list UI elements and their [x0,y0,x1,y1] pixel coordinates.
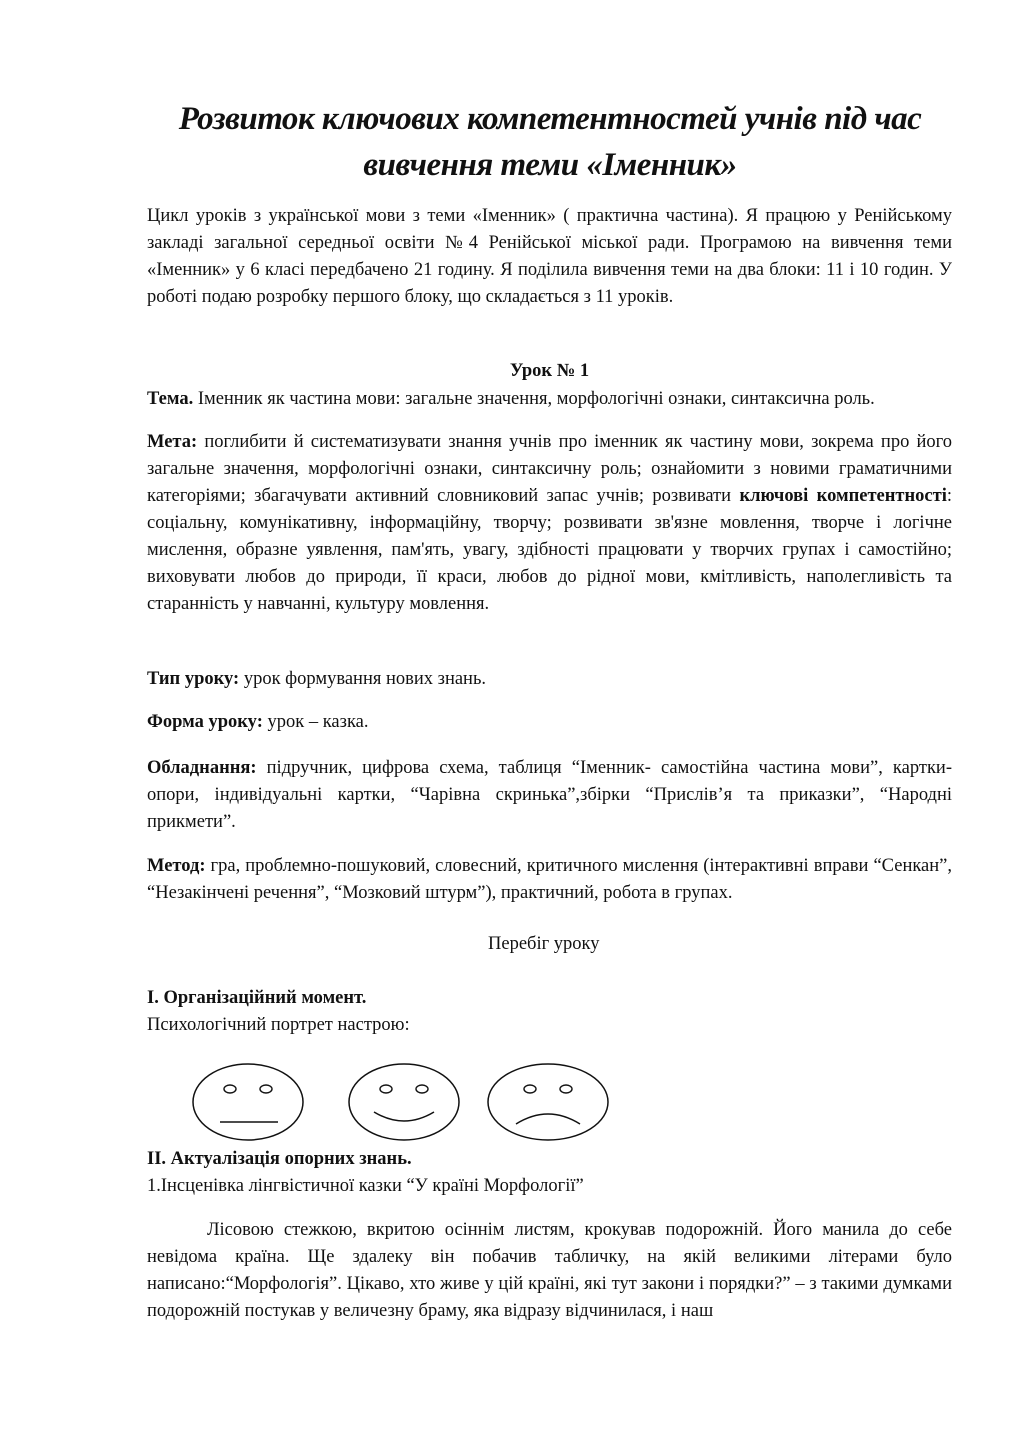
course-heading: Перебіг уроку [488,934,600,954]
lesson-form-text: урок – казка. [267,712,369,732]
goal-key-competences: ключові компетентності [739,486,947,506]
goal-label: Мета: [147,432,198,452]
mood-faces-svg [190,1062,620,1142]
lesson-form-label: Форма уроку: [147,712,263,732]
equipment-text: підручник, цифрова схема, таблиця “Іменник- самостійна частина мови”, картки-опори, індивідуальні картки, “Чарівна скринька”,збірки “Прислів’я та приказки”, “Народні прикмети”. [147,758,952,832]
lesson-type-label: Тип уроку: [147,669,240,689]
goal-paragraph [147,429,952,618]
topic-label: Тема. [147,389,194,409]
sad-face-icon [488,1064,608,1140]
method-text: гра, проблемно-пошуковий, словесний, критичного мислення (інтерактивні вправи “Сенкан”, “Незакінчені речення”, “Мозковий штурм”), практичний, робота в групах. [147,856,953,903]
happy-face-icon [349,1064,459,1140]
section-2-title: ІІ. Актуалізація опорних знань. [147,1149,412,1169]
topic-text: Іменник як частина мови: загальне значення, морфологічні ознаки, синтаксична роль. [197,389,875,409]
document-title [120,96,980,188]
title-line-2: вивчення теми «Іменник» [363,147,737,183]
equipment-paragraph [147,755,952,836]
story-paragraph: Лісовою стежкою, вкритою осіннім листям, крокував подорожній. Його манила до себе невідома країна. Ще здалеку він побачив табличку, на якій великими літерами було написано:“Морфологія”. Цікаво, хто живе у цій країні, які тут закони і порядки?” – з такими думками подорожній постукав у величезну браму, яка відразу відчинилася, і наш [147,1220,952,1321]
lesson-heading: Урок № 1 [509,361,590,381]
method-paragraph [147,853,952,907]
section-1-text: Психологічний портрет настрою: [147,1015,410,1035]
topic-line [147,386,952,413]
method-label: Метод: [147,856,206,876]
mood-faces [190,1062,620,1142]
goal-text-2: : соціальну, комунікативну, інформаційну, творчу; розвивати зв'язне мовлення, творче і логічне мислення, образне уявлення, пам'ять, увагу, здібності працювати у творчих групах і самостійно; виховувати любов до природи, її краси, любов до рідної мови, кмітливість, наполегливість та старанність у навчанні, культуру мовлення. [147,486,952,614]
lesson-form-line [147,709,952,736]
intro-paragraph: Цикл уроків з української мови з теми «Іменник» ( практична частина). Я працюю у Ренійському закладі загальної середньої освіти №4 Ренійської міської ради. Програмою на вивчення теми «Іменник» у 6 класі передбачено 21 годину. Я поділила вивчення теми на два блоки: 11 і 10 годин. У роботі подаю розробку першого блоку, що складається з 11 уроків. [147,206,952,307]
equipment-label: Обладнання: [147,758,257,778]
title-line-1: Розвиток ключових компетентностей учнів під час [178,101,922,137]
neutral-face-icon [193,1064,303,1140]
lesson-type-text: урок формування нових знань. [243,669,487,689]
section-1-title: І. Організаційний момент. [147,988,367,1008]
lesson-type-line [147,666,952,693]
section-2-item: 1.Інсценівка лінгвістичної казки “У країні Морфології” [147,1176,584,1196]
goal-text-1: поглибити й систематизувати знання учнів про іменник як частину мови, зокрема про його загальне значення, морфологічні ознаки, синтаксичну роль; ознайомити з новими граматичними категоріями; збагачувати активний словниковий запас учнів; розвивати [147,432,952,506]
